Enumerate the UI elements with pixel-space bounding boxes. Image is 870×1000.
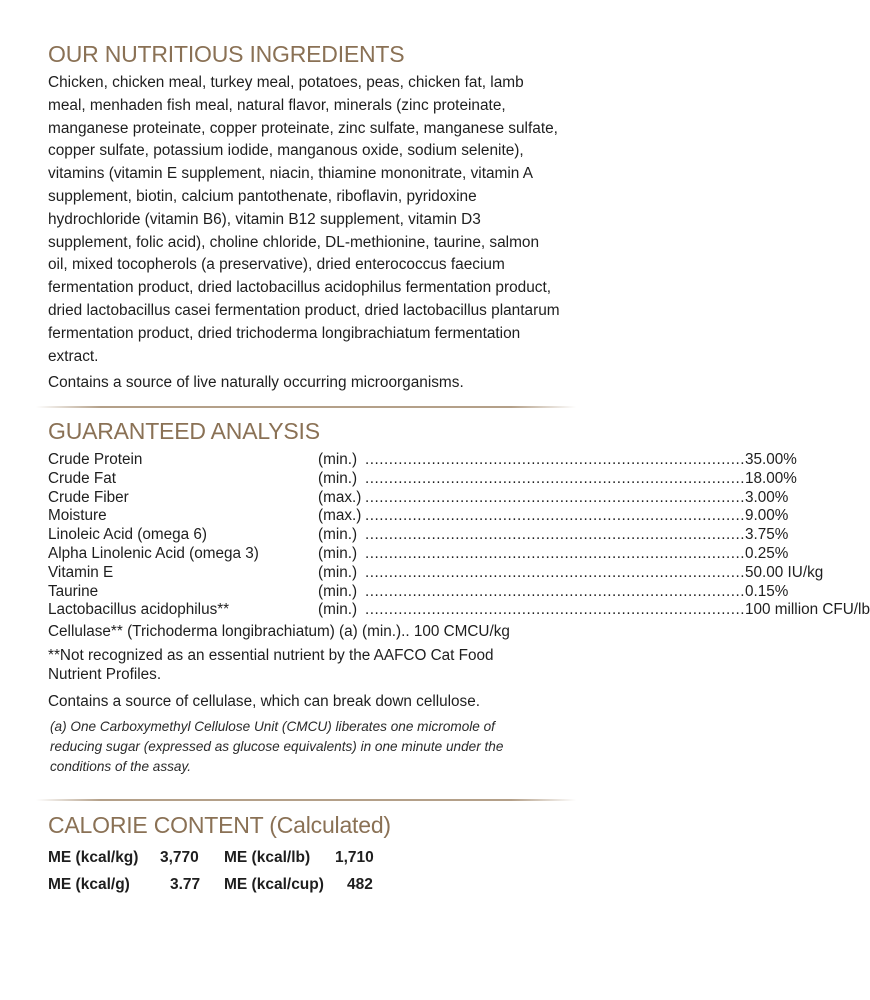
nutrient-name: Moisture bbox=[48, 507, 107, 525]
analysis-row bbox=[48, 582, 789, 601]
nutrient-qualifier: (min.) bbox=[318, 582, 358, 600]
cellulase-text: Cellulase** (Trichoderma longibrachiatum) (a) (min.).. 100 CMCU/kg bbox=[48, 623, 510, 640]
dot-leader: ................................................................................ 50.00 IU/kg bbox=[365, 563, 824, 581]
calorie-value: 3.77 bbox=[170, 876, 201, 893]
dot-leader: ................................................................................ 3.00% bbox=[365, 488, 789, 506]
cellulase-note: Contains a source of cellulase, which can break down cellulose. bbox=[48, 693, 480, 710]
nutrient-qualifier: (min.) bbox=[318, 545, 358, 562]
analysis-row bbox=[48, 525, 789, 544]
nutrient-value: 3.00% bbox=[745, 488, 789, 506]
analysis-title: GUARANTEED ANALYSIS bbox=[48, 418, 320, 444]
nutrient-qualifier: (min.) bbox=[318, 601, 358, 619]
microorganisms-note: Contains a source of live naturally occurring microorganisms. bbox=[48, 374, 464, 391]
calorie-value: 1,710 bbox=[335, 849, 374, 866]
calorie-label: ME (kcal/cup) bbox=[224, 876, 324, 893]
analysis-row bbox=[48, 469, 797, 488]
nutrient-name: Vitamin E bbox=[48, 563, 114, 581]
analysis-row bbox=[48, 506, 789, 525]
section-divider bbox=[36, 799, 576, 801]
nutrient-name: Taurine bbox=[48, 582, 99, 600]
calorie-label: ME (kcal/kg) bbox=[48, 849, 139, 866]
nutrient-qualifier: (min.) bbox=[318, 526, 358, 544]
cellulase-row bbox=[48, 622, 568, 641]
analysis-row bbox=[48, 450, 797, 469]
aafco-note: **Not recognized as an essential nutrient by the AAFCO Cat Food Nutrient Profiles. bbox=[48, 647, 494, 683]
dot-leader: ................................................................................ 9.00% bbox=[365, 507, 789, 525]
analysis-row bbox=[48, 488, 789, 507]
nutrient-value: 50.00 IU/kg bbox=[745, 563, 824, 581]
analysis-row bbox=[48, 544, 789, 563]
nutrient-name: Alpha Linolenic Acid (omega 3) bbox=[48, 545, 259, 562]
calorie-value: 482 bbox=[347, 876, 373, 893]
analysis-row bbox=[48, 563, 824, 582]
nutrient-value: 3.75% bbox=[745, 526, 789, 544]
dot-leader: ................................................................................ 0.15% bbox=[365, 582, 789, 600]
cmcu-footnote: (a) One Carboxymethyl Cellulose Unit (CMCU) liberates one micromole of reducing sugar (expressed as glucose equivalents) in one minute under the conditions of the assay. bbox=[50, 719, 504, 774]
calorie-title: CALORIE CONTENT (Calculated) bbox=[48, 812, 391, 838]
nutrient-name: Crude Protein bbox=[48, 451, 143, 468]
nutrient-value: 18.00% bbox=[745, 469, 797, 487]
nutrient-qualifier: (max.) bbox=[318, 488, 362, 506]
dot-leader: ................................................................................ 100 million CFU/lb bbox=[365, 601, 870, 619]
nutrient-value: 9.00% bbox=[745, 507, 789, 525]
nutrient-value: 35.00% bbox=[745, 451, 797, 468]
nutrient-value: 100 million CFU/lb bbox=[745, 601, 870, 619]
dot-leader: ................................................................................ 3.75% bbox=[365, 526, 789, 544]
dot-leader: ................................................................................ 35.00% bbox=[365, 451, 797, 468]
nutrient-name: Linoleic Acid (omega 6) bbox=[48, 526, 208, 544]
ingredients-list: Chicken, chicken meal, turkey meal, potatoes, peas, chicken fat, lamb meal, menhaden fish meal, natural flavor, minerals (zinc proteinate, manganese proteinate, copper proteinate, zinc sulfate, manganese sulfate, copper sulfate, potassium iodide, manganous oxide, sodium selenite), vitamins (vitamin E supplement, niacin, thiamine mononitrate, vitamin A supplement, biotin, calcium pantothenate, riboflavin, pyridoxine hydrochloride (vitamin B6), vitamin B12 supplement, vitamin D3 supplement, folic acid), choline chloride, DL-methionine, taurine, salmon oil, mixed tocopherols (a preservative), dried enterococcus faecium fermentation product, dried lactobacillus acidophilus fermentation product, dried lactobacillus casei fermentation product, dried lactobacillus plantarum fermentation product, dried trichoderma longibrachiatum fermentation extract. bbox=[48, 74, 560, 365]
nutrient-qualifier: (min.) bbox=[318, 469, 358, 487]
calorie-value: 3,770 bbox=[160, 849, 199, 866]
nutrient-value: 0.15% bbox=[745, 582, 789, 600]
nutrient-qualifier: (max.) bbox=[318, 507, 362, 525]
nutrient-qualifier: (min.) bbox=[318, 451, 358, 468]
analysis-row bbox=[48, 600, 870, 619]
dot-leader: ................................................................................ 0.25% bbox=[365, 545, 789, 562]
calorie-label: ME (kcal/g) bbox=[48, 876, 130, 893]
section-divider bbox=[36, 406, 576, 408]
nutrient-name: Lactobacillus acidophilus** bbox=[48, 601, 230, 619]
ingredients-title: OUR NUTRITIOUS INGREDIENTS bbox=[48, 41, 405, 67]
calorie-label: ME (kcal/lb) bbox=[224, 849, 311, 866]
nutrient-qualifier: (min.) bbox=[318, 563, 358, 581]
nutrient-name: Crude Fiber bbox=[48, 488, 129, 506]
dot-leader: ................................................................................ 18.00% bbox=[365, 469, 797, 487]
nutrient-name: Crude Fat bbox=[48, 469, 117, 487]
nutrient-value: 0.25% bbox=[745, 545, 789, 562]
